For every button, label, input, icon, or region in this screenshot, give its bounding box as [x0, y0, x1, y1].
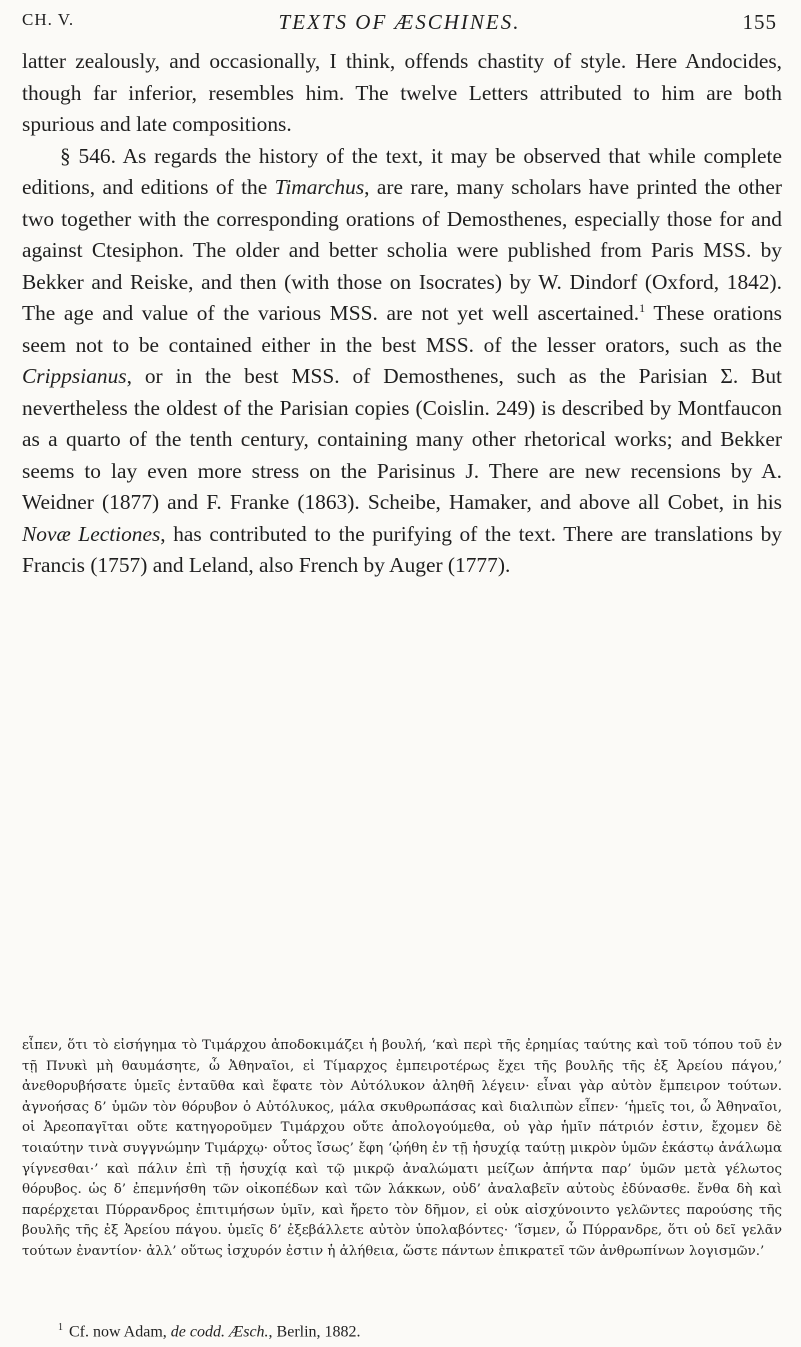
text-run: , or in the best MSS. of Demosthenes, such as the Parisian Σ. But nevertheless the oldest of the Parisian copies (Coislin. 249) is described by Montfaucon as a quarto of the tenth century, containing many other rhetorical works; and Bekker seems to lay even more stress on the Parisinus J. There are new recensions by A. Weidner (1877) and F. Franke (1863). Scheibe, Hamaker, and above all Cobet, in his: [22, 364, 782, 514]
manuscript-name-crippsianus: Crippsianus: [22, 364, 127, 388]
work-title-timarchus: Timarchus: [274, 175, 365, 199]
text-run: , has contributed to the purifying of the text. There are translations by Francis (1757) and Leland, also French by Auger (1777).: [22, 521, 782, 577]
page-number: 155: [742, 10, 777, 34]
footnote-work-title: de codd. Æsch.: [170, 1323, 269, 1341]
text-run: § 546. As regards the history of the text, it may be observed that while complete editions, and editions of the: [22, 143, 782, 199]
text-run: These orations seem not to be contained either in the best MSS. of the lesser orators, such as the: [22, 301, 782, 357]
text-run: , are rare, many scholars have printed the other two together with the corresponding orations of Demosthenes, especially those for and against Ctesiphon. The older and better scholia were published from Paris MSS. by Bekker and Reiske, and then (with those on Isocrates) by W. Dindorf (Oxford, 1842). The age and value of the various MSS. are not yet well ascertained.: [22, 175, 782, 325]
footnote-text: Cf. now Adam,: [69, 1323, 171, 1341]
footnote-text-after: , Berlin, 1882.: [268, 1323, 361, 1341]
footnote: [58, 1318, 778, 1342]
greek-excerpt: [22, 1036, 782, 1263]
running-title: TEXTS OF ÆSCHINES.: [278, 10, 521, 34]
work-title-novae-lectiones: Novæ Lectiones: [22, 521, 161, 546]
running-head: [22, 10, 777, 36]
main-text: [22, 46, 782, 582]
chapter-label: CH. V.: [22, 10, 75, 29]
footnote-marker: 1: [58, 1322, 63, 1333]
paragraph-546: [22, 141, 782, 582]
footnote-ref: 1: [639, 300, 646, 315]
paragraph-1: latter zealously, and occasionally, I think, offends chastity of style. Here Andocides, though far inferior, resembles him. The twelve Letters attributed to him are both spurious and late compositions.: [22, 49, 782, 136]
greek-passage: εἶπεν, ὅτι τὸ εἰσήγημα τὸ Τιμάρχου ἀποδοκιμάζει ἡ βουλή, ‘καὶ περὶ τῆς ἐρημίας ταύτης καὶ τοῦ τόπου τοῦ ἐν τῇ Πνυκὶ μὴ θαυμάσητε, ὦ Ἀθηναῖοι, εἰ Τίμαρχος ἐμπειροτέρως ἔχει τῆς βουλῆς τῆς ἐξ Ἀρείου πάγου,’ ἀνεθορυβήσατε ὑμεῖς ἐνταῦθα καὶ ἔφατε τὸν Αὐτόλυκον ἀληθῆ λέγειν· εἶναι γὰρ αὐτὸν ἔμπειρον τούτων. ἀγνοήσας δ’ ὑμῶν τὸν θόρυβον ὁ Αὐτόλυκος, μάλα σκυθρωπάσας καὶ διαλιπὼν εἶπεν· ‘ἡμεῖς τοι, ὦ Ἀθηναῖοι, οἱ Ἀρεοπαγῖται οὔτε κατηγοροῦμεν Τιμάρχου οὔτε ἀπολογούμεθα, οὐ γὰρ ἡμῖν πάτριόν ἐστιν, ἔχομεν δὲ τοιαύτην τινὰ συγγνώμην Τιμάρχῳ· οὗτος ἴσως’ ἔφη ‘ᾠήθη ἐν τῇ ἡσυχίᾳ ταύτῃ μικρὸν ὑμῶν ἑκάστῳ ἀνάλωμα γίγνεσθαι·’ καὶ πάλιν ἐπὶ τῇ ἡσυχίᾳ καὶ τῷ μικρῷ ἀναλώματι μείζων ἀπήντα παρ’ ὑμῶν μετὰ γέλωτος θόρυβος. ὡς δ’ ἐπεμνήσθη τῶν οἰκοπέδων καὶ τῶν λάκκων, οὐδ’ ἀναλαβεῖν αὐτοὺς ἐδύνασθε. ἔνθα δὴ καὶ παρέρχεται Πύρρανδρος ἐπιτιμήσων ὑμῖν, καὶ ἤρετο τὸν δῆμον, εἰ οὐκ αἰσχύνοιντο γελῶντες παρούσης τῆς βουλῆς τῆς ἐξ Ἀρείου πάγου. ὑμεῖς δ’ ἐξεβάλλετε αὐτὸν ὑπολαβόντες· ‘ἴσμεν, ὦ Πύρρανδρε, ὅτι οὐ δεῖ γελᾶν τούτων ἐναντίον· ἀλλ’ οὕτως ἰσχυρόν ἐστιν ἡ ἀλήθεια, ὥστε πάντων ἐπικρατεῖ τῶν ἀνθρωπίνων λογισμῶν.’: [22, 1038, 782, 1259]
